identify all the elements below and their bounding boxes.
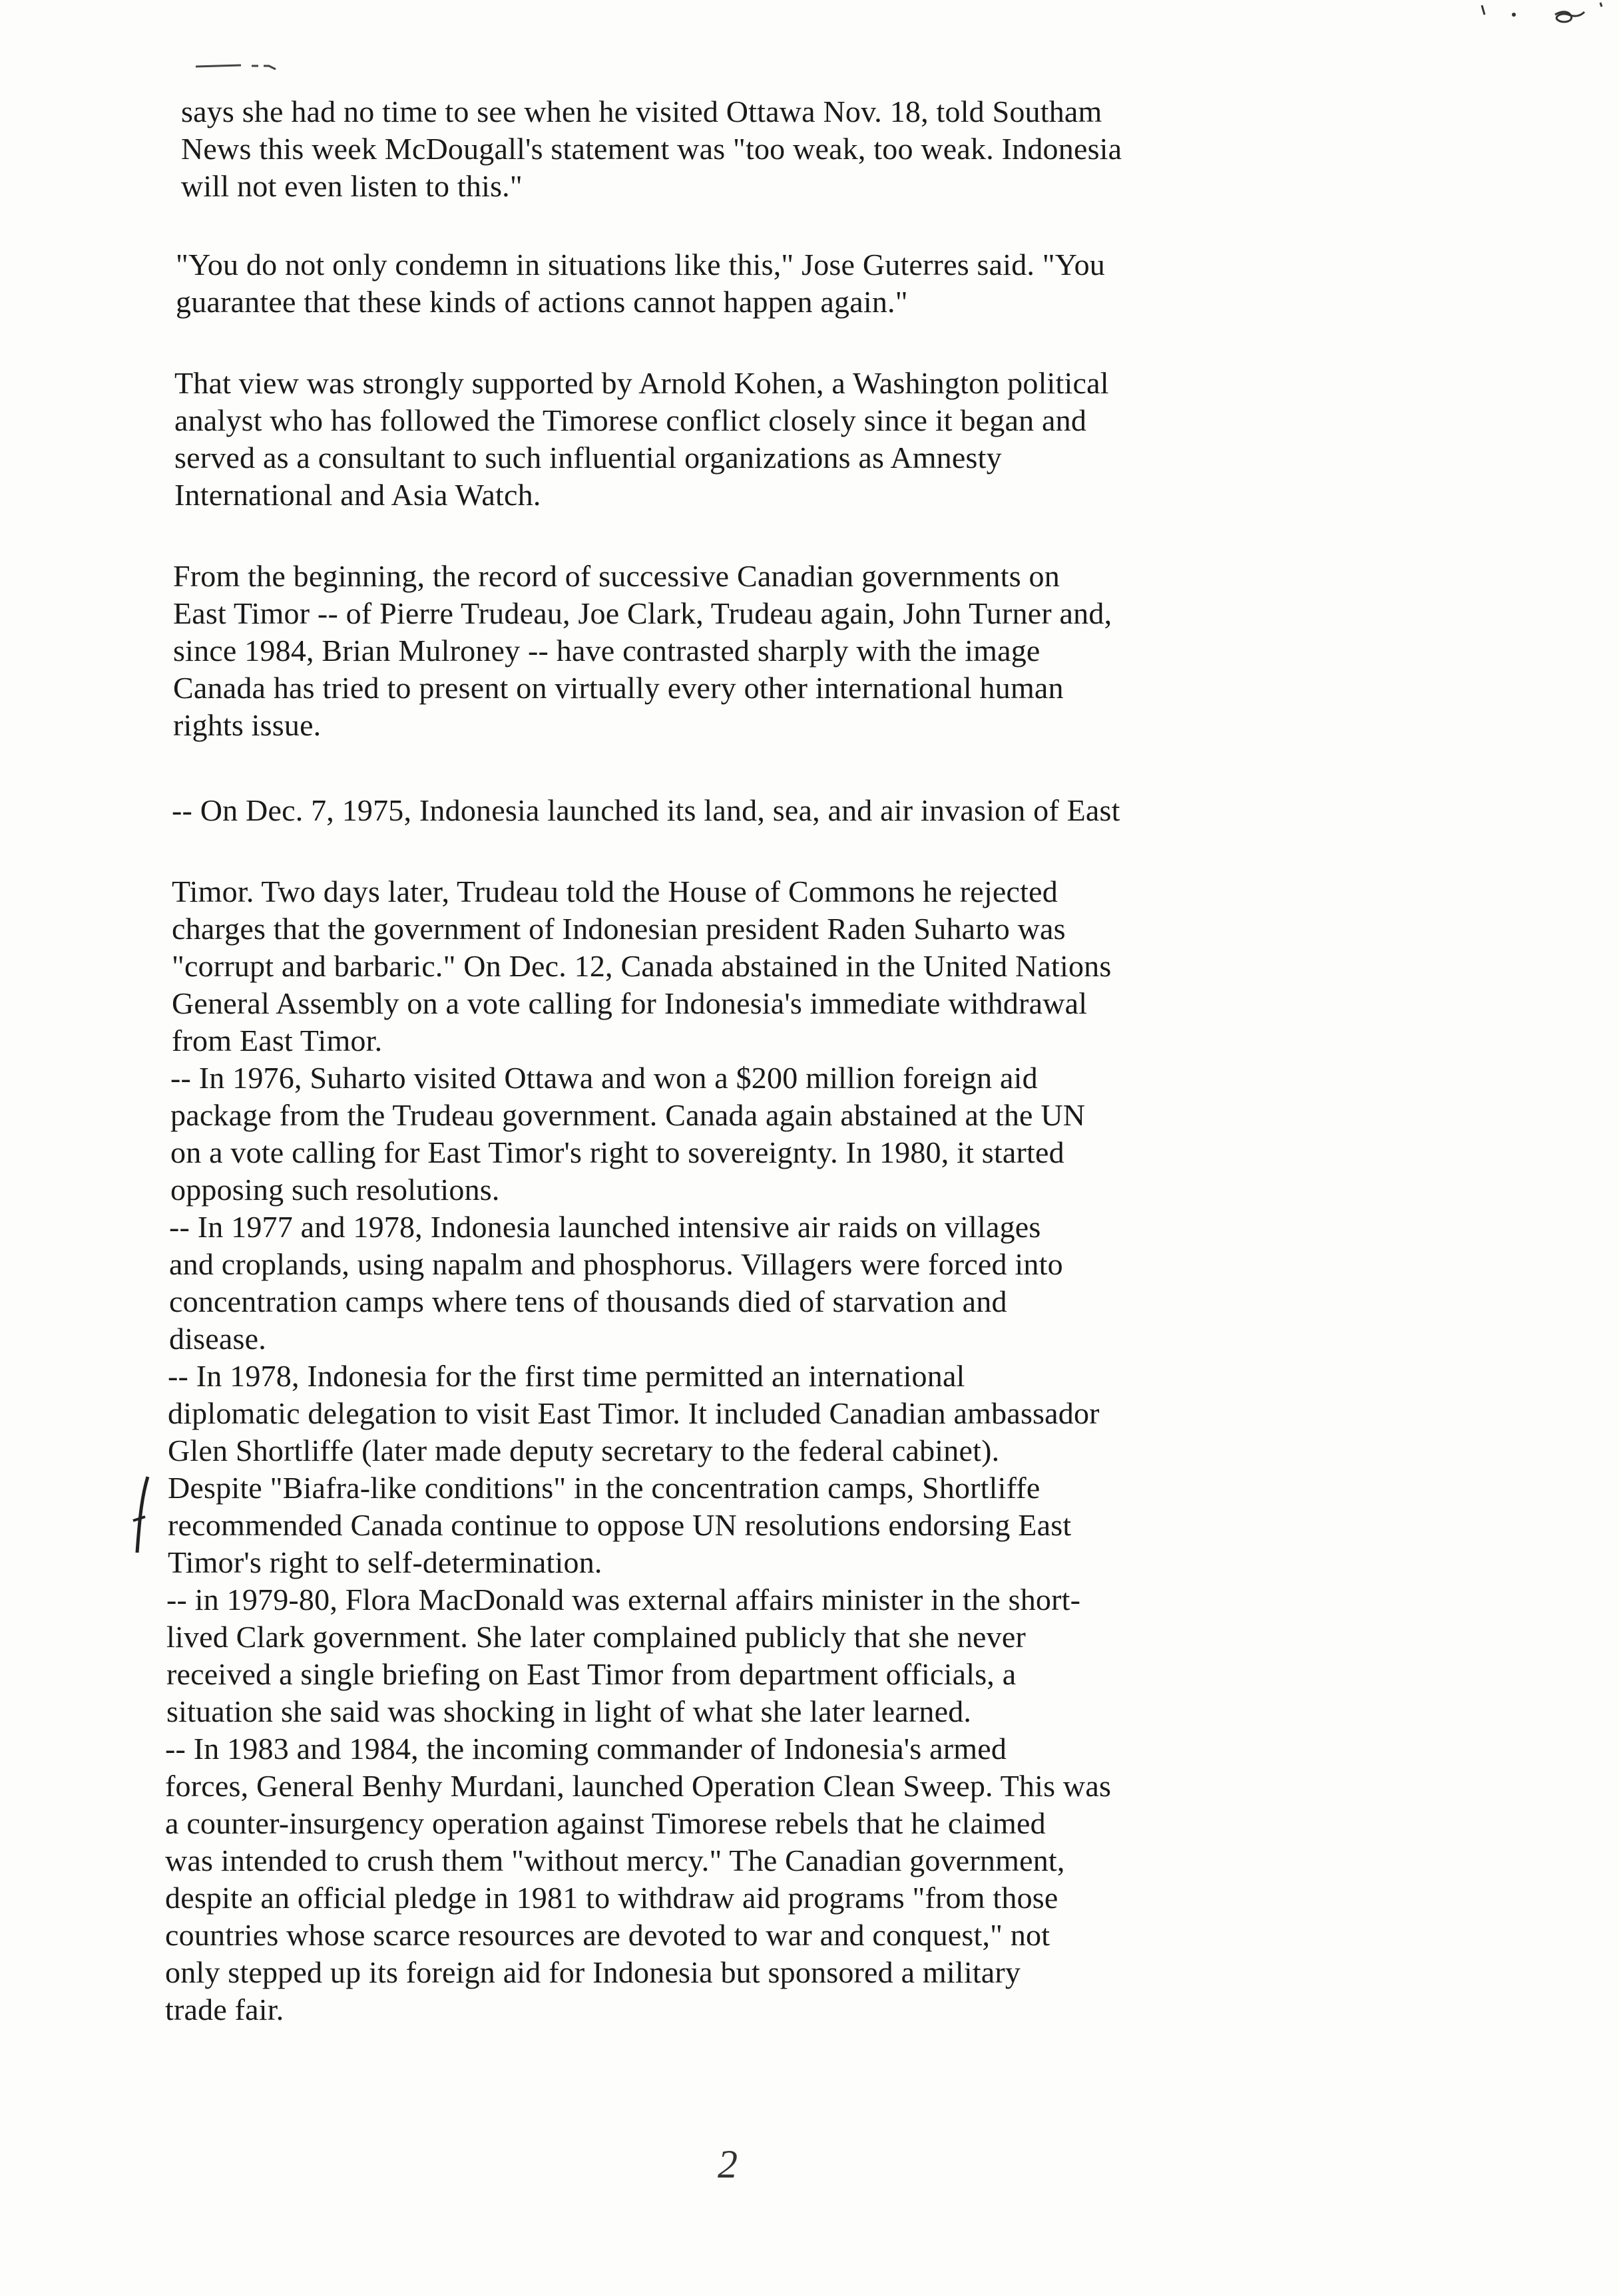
text-line: opposing such resolutions. bbox=[170, 1173, 500, 1207]
text-line: received a single briefing on East Timor from department officials, a bbox=[166, 1657, 1017, 1691]
text-line: News this week McDougall's statement was "too weak, too weak. Indonesia bbox=[181, 132, 1122, 166]
text-line: rights issue. bbox=[173, 708, 322, 742]
text-line: guarantee that these kinds of actions cannot happen again." bbox=[176, 285, 908, 319]
text-line: Timor's right to self-determination. bbox=[168, 1545, 602, 1579]
text-line: forces, General Benhy Murdani, launched Operation Clean Sweep. This was bbox=[165, 1769, 1112, 1803]
text-line: trade fair. bbox=[165, 1993, 284, 2026]
text-line: Despite "Biafra-like conditions" in the concentration camps, Shortliffe bbox=[168, 1471, 1041, 1505]
text-line: General Assembly on a vote calling for Indonesia's immediate withdrawal bbox=[172, 986, 1088, 1020]
text-line: countries whose scarce resources are devoted to war and conquest," not bbox=[165, 1918, 1050, 1952]
text-line: That view was strongly supported by Arnold Kohen, a Washington political bbox=[174, 366, 1109, 400]
text-line: Timor. Two days later, Trudeau told the House of Commons he rejected bbox=[172, 874, 1058, 908]
text-line: diplomatic delegation to visit East Timor. It included Canadian ambassador bbox=[168, 1396, 1100, 1430]
text-line: situation she said was shocking in light of what she later learned. bbox=[166, 1694, 972, 1728]
text-line: concentration camps where tens of thousands died of starvation and bbox=[169, 1284, 1007, 1318]
text-line: served as a consultant to such influential organizations as Amnesty bbox=[174, 441, 1002, 475]
text-line: -- In 1978, Indonesia for the first time permitted an international bbox=[168, 1359, 965, 1393]
text-line: and croplands, using napalm and phosphorus. Villagers were forced into bbox=[169, 1247, 1063, 1281]
text-line: package from the Trudeau government. Canada again abstained at the UN bbox=[170, 1098, 1086, 1132]
text-line: "You do not only condemn in situations like this," Jose Guterres said. "You bbox=[176, 248, 1105, 282]
text-line: -- In 1976, Suharto visited Ottawa and won a $200 million foreign aid bbox=[170, 1061, 1038, 1095]
text-line: will not even listen to this." bbox=[181, 169, 523, 203]
text-line: -- in 1979-80, Flora MacDonald was external affairs minister in the short- bbox=[166, 1583, 1081, 1617]
text-line: -- In 1983 and 1984, the incoming commander of Indonesia's armed bbox=[165, 1732, 1007, 1766]
text-line: was intended to crush them "without mercy." The Canadian government, bbox=[165, 1843, 1065, 1877]
text-line: Canada has tried to present on virtually every other international human bbox=[173, 671, 1064, 705]
top-dash-mark bbox=[194, 61, 288, 71]
text-line: "corrupt and barbaric." On Dec. 12, Canada abstained in the United Nations bbox=[172, 949, 1112, 983]
text-line: only stepped up its foreign aid for Indonesia but sponsored a military bbox=[165, 1955, 1021, 1989]
corner-scribble-mark bbox=[1462, 0, 1608, 40]
text-line: charges that the government of Indonesian president Raden Suharto was bbox=[172, 912, 1066, 946]
text-line: -- On Dec. 7, 1975, Indonesia launched its land, sea, and air invasion of East bbox=[172, 793, 1120, 827]
text-line: lived Clark government. She later complained publicly that she never bbox=[166, 1620, 1026, 1654]
text-line: on a vote calling for East Timor's right to sovereignty. In 1980, it started bbox=[170, 1135, 1064, 1169]
text-line: since 1984, Brian Mulroney -- have contrasted sharply with the image bbox=[173, 634, 1041, 668]
text-line: -- In 1977 and 1978, Indonesia launched intensive air raids on villages bbox=[169, 1210, 1041, 1244]
text-line: from East Timor. bbox=[172, 1024, 383, 1057]
text-line: From the beginning, the record of successive Canadian governments on bbox=[173, 559, 1060, 593]
text-line: says she had no time to see when he visited Ottawa Nov. 18, told Southam bbox=[181, 95, 1102, 128]
text-line: a counter-insurgency operation against Timorese rebels that he claimed bbox=[165, 1806, 1046, 1840]
text-line: despite an official pledge in 1981 to withdraw aid programs "from those bbox=[165, 1881, 1058, 1915]
text-line: International and Asia Watch. bbox=[174, 478, 541, 512]
text-line: disease. bbox=[169, 1322, 266, 1356]
text-line: Glen Shortliffe (later made deputy secretary to the federal cabinet). bbox=[168, 1434, 1000, 1467]
page-number: 2 bbox=[718, 2142, 738, 2186]
text-line: analyst who has followed the Timorese conflict closely since it began and bbox=[174, 403, 1087, 437]
text-line: recommended Canada continue to oppose UN resolutions endorsing East bbox=[168, 1508, 1072, 1542]
margin-annotation-mark bbox=[130, 1474, 150, 1554]
text-line: East Timor -- of Pierre Trudeau, Joe Clark, Trudeau again, John Turner and, bbox=[173, 596, 1112, 630]
